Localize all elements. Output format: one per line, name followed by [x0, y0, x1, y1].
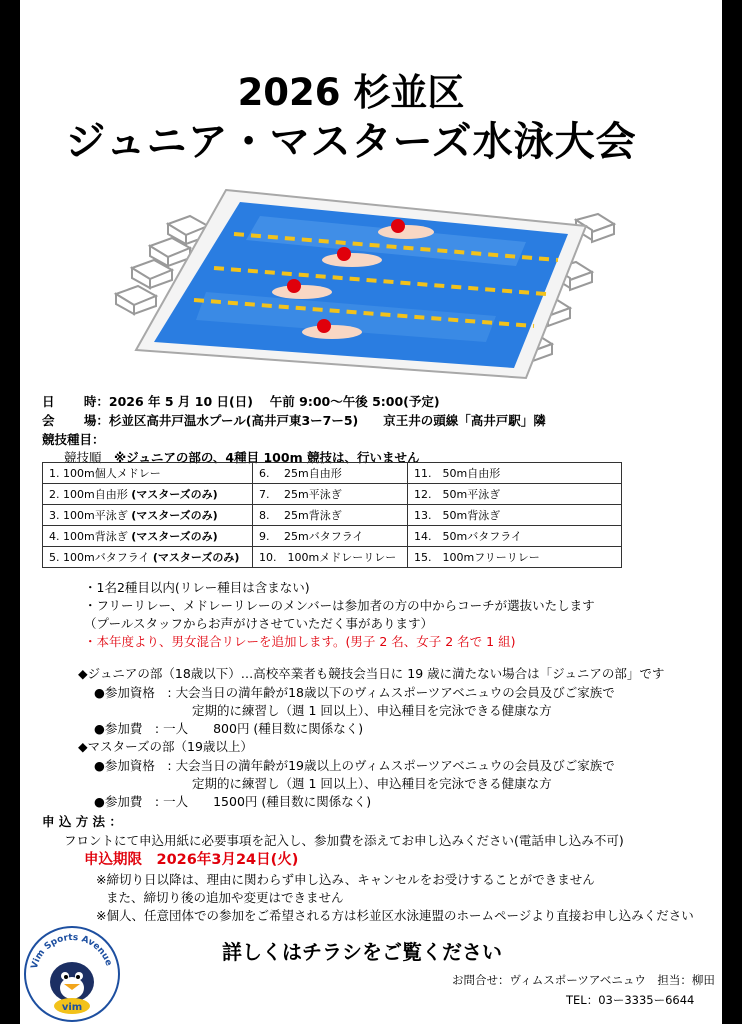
event-cell: 6. 25m自由形 — [253, 463, 408, 484]
event-cell: 11. 50m自由形 — [408, 463, 622, 484]
logo-text-top: Vim Sports Avenue — [29, 932, 114, 971]
event-cell: 4. 100m背泳ぎ (マスターズのみ) — [43, 526, 253, 547]
event-cell: 10. 100mメドレーリレー — [253, 547, 408, 568]
date-label: 日 時 — [42, 394, 97, 409]
event-cell: 1. 100m個人メドレー — [43, 463, 253, 484]
masters-qualification: ●参加資格 : 大会当日の満年齢が19歳以上のヴィムスポーツアベニュウの会員及びご家族で — [94, 758, 615, 773]
junior-qualification: ●参加資格 : 大会当日の満年齢が18歳以下のヴィムスポーツアベニュウの会員及びご家族で — [94, 685, 615, 700]
venue-access: 京王井の頭線「高井戸駅」隣 — [383, 413, 546, 428]
note-3: （プールスタッフからお声がけさせていただく事があります） — [84, 616, 434, 631]
vim-logo-icon — [22, 924, 122, 1024]
note-4: ・本年度より、男女混合リレーを追加します。(男子 2 名、女子 2 名で 1 組) — [84, 634, 516, 649]
event-cell: 2. 100m自由形 (マスターズのみ) — [43, 484, 253, 505]
masters-heading: ◆マスターズの部（19歳以上） — [78, 739, 253, 754]
logo-badge-text: vim — [61, 1002, 83, 1013]
table-row — [43, 484, 622, 505]
contact-line: お問合せ：ヴィムスポーツアベニュウ 担当：柳田 — [452, 973, 715, 987]
junior-qualification-2: 定期的に練習し（週 1 回以上）、申込種目を完泳できる健康な方 — [192, 703, 552, 718]
title-line-1: 2026 杉並区 — [237, 71, 465, 114]
event-cell: 7. 25m平泳ぎ — [253, 484, 408, 505]
deadline-note-1: ※締切り日以降は、理由に関わらず申し込み、キャンセルをお受けすることができません — [96, 872, 595, 887]
apply-label: 申 込 方 法 ： — [42, 814, 122, 829]
footer-title: 詳しくはチラシをご覧ください — [222, 940, 502, 964]
event-cell: 15. 100mフリーリレー — [408, 547, 622, 568]
masters-fee: ●参加費 : 一人 1500円 (種目数に関係なく) — [94, 794, 372, 809]
apply-text: フロントにて申込用紙に必要事項を記入し、参加費を添えてお申し込みください(電話申し込み不可) — [64, 833, 624, 848]
note-2: ・フリーリレー、メドレーリレーのメンバーは参加者の方の中からコーチが選抜いたします — [84, 598, 595, 613]
event-cell: 9. 25mバタフライ — [253, 526, 408, 547]
event-cell: 3. 100m平泳ぎ (マスターズのみ) — [43, 505, 253, 526]
event-cell: 13. 50m背泳ぎ — [408, 505, 622, 526]
event-cell: 5. 100mバタフライ (マスターズのみ) — [43, 547, 253, 568]
deadline-note-2: また、締切り後の追加や変更はできません — [106, 890, 344, 905]
events-table — [42, 462, 622, 568]
order-note: ※ジュニアの部の、4種目 100m 競技は、行いません — [114, 450, 420, 465]
table-row — [43, 505, 622, 526]
venue-label: 会 場 — [42, 413, 97, 428]
event-cell: 12. 50m平泳ぎ — [408, 484, 622, 505]
tel-line: TEL：03ー3335ー6644 — [566, 993, 695, 1007]
pool-illustration — [106, 182, 626, 382]
deadline-note-3: ※個人、任意団体での参加をご希望される方は杉並区水泳連盟のホームページより直接お申し込みください — [96, 908, 694, 923]
junior-fee: ●参加費 : 一人 800円 (種目数に関係なく) — [94, 721, 364, 736]
order-label: 競技順 — [64, 450, 102, 465]
table-row — [43, 526, 622, 547]
table-row — [43, 547, 622, 568]
title-line-2: ジュニア・マスターズ水泳大会 — [65, 119, 637, 165]
venue-value: 杉並区高井戸温水プール(高井戸東3ー7ー5) — [108, 413, 359, 428]
apply-deadline: 申込期限 2026年3月24日(火) — [84, 852, 299, 868]
date-value: 2026 年 5 月 10 日(日) 午前 9:00～午後 5:00(予定) — [108, 394, 440, 409]
table-row — [43, 463, 622, 484]
masters-qualification-2: 定期的に練習し（週 1 回以上）、申込種目を完泳できる健康な方 — [192, 776, 552, 791]
event-cell: 14. 50mバタフライ — [408, 526, 622, 547]
event-cell: 8. 25m背泳ぎ — [253, 505, 408, 526]
junior-heading: ◆ジュニアの部（18歳以下）…高校卒業者も競技会当日に 19 歳に満たない場合は「ジュニアの部」です — [78, 666, 665, 681]
events-label: 競技種目： — [42, 432, 105, 447]
note-1: ・1名2種目以内(リレー種目は含まない) — [84, 580, 310, 595]
